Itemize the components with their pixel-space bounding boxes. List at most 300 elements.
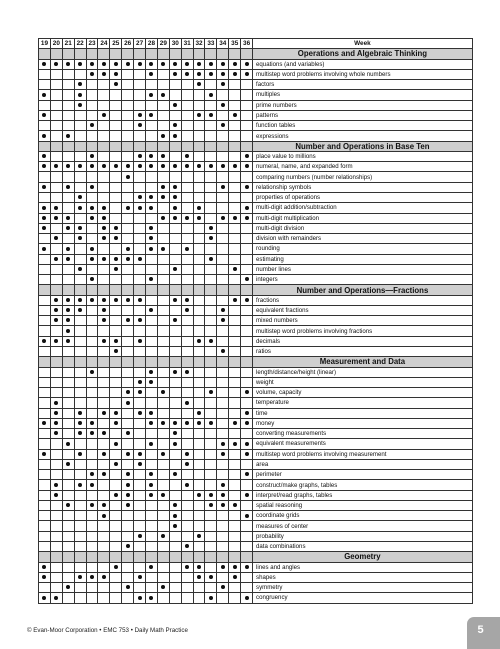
week-cell: [157, 213, 169, 223]
week-cell: [229, 429, 241, 439]
week-cell: [193, 264, 205, 274]
practice-dot-icon: [149, 93, 153, 97]
skill-label: function tables: [253, 121, 473, 131]
week-cell: [157, 500, 169, 510]
week-cell: [122, 377, 134, 387]
week-cell: [86, 59, 98, 69]
section-shaded-cell: [110, 285, 122, 295]
week-cell: [86, 542, 98, 552]
practice-dot-icon: [42, 565, 46, 569]
week-cell: [229, 500, 241, 510]
practice-dot-icon: [66, 339, 70, 343]
week-cell: [217, 542, 229, 552]
week-cell: [74, 80, 86, 90]
week-cell: [122, 69, 134, 79]
section-shaded-cell: [241, 552, 253, 562]
week-cell: [39, 275, 51, 285]
week-cell: [122, 429, 134, 439]
week-cell: [205, 490, 217, 500]
skill-row: [39, 162, 473, 172]
week-cell: [146, 593, 158, 603]
week-cell: [217, 572, 229, 582]
week-cell: [86, 521, 98, 531]
section-shaded-cell: [217, 49, 229, 59]
week-cell: [169, 480, 181, 490]
week-cell: [86, 398, 98, 408]
week-cell: [50, 100, 62, 110]
week-cell: [146, 172, 158, 182]
week-cell: [50, 234, 62, 244]
week-cell: [146, 316, 158, 326]
practice-dot-icon: [90, 247, 94, 251]
week-cell: [39, 100, 51, 110]
practice-dot-icon: [221, 493, 225, 497]
week-cell: [193, 234, 205, 244]
week-cell: [229, 326, 241, 336]
week-cell: [50, 121, 62, 131]
section-shaded-cell: [229, 141, 241, 151]
skill-label: temperature: [253, 398, 473, 408]
practice-dot-icon: [138, 339, 142, 343]
skill-row: [39, 305, 473, 315]
skill-row: [39, 203, 473, 213]
week-cell: [157, 275, 169, 285]
section-shaded-cell: [229, 552, 241, 562]
week-cell: [98, 295, 110, 305]
week-cell: [205, 151, 217, 161]
week-cell: [62, 162, 74, 172]
week-cell: [74, 59, 86, 69]
practice-dot-icon: [173, 62, 177, 66]
week-cell: [39, 429, 51, 439]
section-shaded-cell: [110, 552, 122, 562]
week-cell: [50, 305, 62, 315]
week-cell: [181, 593, 193, 603]
week-cell: [146, 275, 158, 285]
week-cell: [86, 418, 98, 428]
practice-dot-icon: [221, 483, 225, 487]
week-cell: [122, 470, 134, 480]
section-shaded-cell: [98, 357, 110, 367]
practice-dot-icon: [197, 534, 201, 538]
week-cell: [134, 90, 146, 100]
week-cell: [217, 583, 229, 593]
week-cell: [146, 449, 158, 459]
skill-label: multiples: [253, 90, 473, 100]
week-cell: [50, 367, 62, 377]
week-cell: [74, 305, 86, 315]
week-cell: [146, 429, 158, 439]
week-cell: [241, 470, 253, 480]
week-cell: [205, 316, 217, 326]
week-cell: [50, 110, 62, 120]
week-cell: [169, 572, 181, 582]
week-cell: [205, 264, 217, 274]
week-cell: [62, 459, 74, 469]
practice-dot-icon: [126, 431, 130, 435]
week-cell: [193, 275, 205, 285]
section-shaded-cell: [134, 141, 146, 151]
week-cell: [181, 521, 193, 531]
week-cell: [110, 192, 122, 202]
week-cell: [39, 511, 51, 521]
week-cell: [146, 69, 158, 79]
week-cell: [98, 182, 110, 192]
section-shaded-cell: [39, 552, 51, 562]
section-shaded-cell: [134, 49, 146, 59]
skill-label: mixed numbers: [253, 316, 473, 326]
section-title: Measurement and Data: [253, 357, 473, 367]
practice-dot-icon: [185, 62, 189, 66]
week-cell: [98, 388, 110, 398]
practice-dot-icon: [138, 113, 142, 117]
week-cell: [241, 429, 253, 439]
practice-dot-icon: [149, 421, 153, 425]
week-cell: [86, 275, 98, 285]
week-cell: [62, 172, 74, 182]
section-shaded-cell: [39, 357, 51, 367]
practice-dot-icon: [90, 483, 94, 487]
week-cell: [98, 572, 110, 582]
week-cell: [193, 480, 205, 490]
practice-dot-icon: [90, 216, 94, 220]
section-shaded-cell: [110, 141, 122, 151]
week-cell: [157, 244, 169, 254]
week-cell: [50, 162, 62, 172]
week-cell: [134, 162, 146, 172]
week-cell: [98, 470, 110, 480]
practice-dot-icon: [102, 236, 106, 240]
week-cell: [229, 203, 241, 213]
week-cell: [205, 377, 217, 387]
week-cell: [146, 213, 158, 223]
week-cell: [98, 429, 110, 439]
week-cell: [122, 110, 134, 120]
week-cell: [110, 151, 122, 161]
week-cell: [157, 69, 169, 79]
week-cell: [98, 593, 110, 603]
week-cell: [62, 69, 74, 79]
week-number-19: 19: [39, 39, 51, 49]
practice-dot-icon: [149, 164, 153, 168]
week-cell: [98, 234, 110, 244]
week-cell: [157, 305, 169, 315]
week-cell: [74, 572, 86, 582]
skill-label: expressions: [253, 131, 473, 141]
practice-dot-icon: [245, 72, 249, 76]
week-cell: [241, 500, 253, 510]
week-cell: [50, 213, 62, 223]
week-cell: [98, 305, 110, 315]
practice-dot-icon: [173, 206, 177, 210]
week-cell: [86, 500, 98, 510]
week-cell: [217, 500, 229, 510]
week-cell: [134, 388, 146, 398]
practice-dot-icon: [78, 452, 82, 456]
section-shaded-cell: [229, 49, 241, 59]
section-shaded-cell: [134, 357, 146, 367]
week-cell: [217, 326, 229, 336]
practice-dot-icon: [245, 565, 249, 569]
week-cell: [205, 531, 217, 541]
week-cell: [62, 521, 74, 531]
week-cell: [50, 59, 62, 69]
week-cell: [39, 80, 51, 90]
section-shaded-cell: [181, 357, 193, 367]
week-number-34: 34: [217, 39, 229, 49]
week-cell: [50, 264, 62, 274]
week-cell: [98, 254, 110, 264]
week-cell: [74, 521, 86, 531]
week-cell: [146, 480, 158, 490]
practice-dot-icon: [90, 503, 94, 507]
practice-dot-icon: [66, 164, 70, 168]
week-cell: [98, 59, 110, 69]
section-shaded-cell: [169, 49, 181, 59]
week-cell: [122, 521, 134, 531]
week-cell: [193, 192, 205, 202]
week-cell: [169, 326, 181, 336]
week-cell: [193, 213, 205, 223]
practice-dot-icon: [221, 164, 225, 168]
week-cell: [39, 213, 51, 223]
week-cell: [50, 377, 62, 387]
week-cell: [193, 572, 205, 582]
week-cell: [205, 100, 217, 110]
week-cell: [229, 162, 241, 172]
week-cell: [241, 583, 253, 593]
practice-dot-icon: [126, 401, 130, 405]
week-cell: [50, 439, 62, 449]
practice-dot-icon: [221, 585, 225, 589]
week-cell: [122, 593, 134, 603]
practice-dot-icon: [233, 267, 237, 271]
practice-dot-icon: [185, 164, 189, 168]
week-cell: [62, 367, 74, 377]
section-shaded-cell: [74, 357, 86, 367]
week-cell: [229, 100, 241, 110]
week-cell: [50, 223, 62, 233]
practice-dot-icon: [245, 277, 249, 281]
practice-dot-icon: [42, 164, 46, 168]
practice-dot-icon: [161, 390, 165, 394]
week-cell: [193, 593, 205, 603]
practice-dot-icon: [173, 267, 177, 271]
week-cell: [98, 500, 110, 510]
week-cell: [110, 336, 122, 346]
week-cell: [134, 367, 146, 377]
week-cell: [110, 459, 122, 469]
skill-label: volume, capacity: [253, 388, 473, 398]
week-cell: [193, 172, 205, 182]
practice-dot-icon: [54, 431, 58, 435]
practice-dot-icon: [173, 195, 177, 199]
week-cell: [74, 511, 86, 521]
week-cell: [74, 264, 86, 274]
week-number-29: 29: [157, 39, 169, 49]
skill-label: numeral, name, and expanded form: [253, 162, 473, 172]
week-cell: [98, 418, 110, 428]
week-cell: [86, 213, 98, 223]
week-cell: [169, 531, 181, 541]
week-cell: [98, 69, 110, 79]
week-cell: [181, 480, 193, 490]
week-cell: [74, 203, 86, 213]
week-cell: [146, 562, 158, 572]
week-cell: [122, 398, 134, 408]
practice-dot-icon: [90, 298, 94, 302]
week-cell: [241, 388, 253, 398]
skill-label: number lines: [253, 264, 473, 274]
week-cell: [169, 305, 181, 315]
skill-row: [39, 326, 473, 336]
practice-dot-icon: [66, 329, 70, 333]
week-cell: [39, 408, 51, 418]
week-cell: [229, 172, 241, 182]
practice-dot-icon: [173, 185, 177, 189]
week-cell: [169, 377, 181, 387]
practice-dot-icon: [42, 62, 46, 66]
week-cell: [205, 542, 217, 552]
week-cell: [193, 398, 205, 408]
week-cell: [122, 367, 134, 377]
week-cell: [134, 480, 146, 490]
week-cell: [146, 439, 158, 449]
skill-row: [39, 131, 473, 141]
section-shaded-cell: [86, 49, 98, 59]
week-cell: [241, 172, 253, 182]
practice-dot-icon: [221, 308, 225, 312]
week-cell: [193, 470, 205, 480]
practice-dot-icon: [138, 164, 142, 168]
week-cell: [98, 110, 110, 120]
week-cell: [181, 254, 193, 264]
practice-dot-icon: [102, 452, 106, 456]
practice-dot-icon: [78, 308, 82, 312]
week-cell: [39, 90, 51, 100]
week-cell: [74, 562, 86, 572]
week-cell: [241, 531, 253, 541]
week-cell: [193, 500, 205, 510]
practice-dot-icon: [114, 349, 118, 353]
week-cell: [193, 100, 205, 110]
week-cell: [157, 234, 169, 244]
week-cell: [86, 151, 98, 161]
week-cell: [157, 439, 169, 449]
skill-label: lines and angles: [253, 562, 473, 572]
practice-dot-icon: [54, 483, 58, 487]
practice-dot-icon: [66, 442, 70, 446]
section-shaded-cell: [157, 49, 169, 59]
section-shaded-cell: [134, 552, 146, 562]
week-cell: [157, 223, 169, 233]
week-cell: [122, 182, 134, 192]
week-cell: [157, 316, 169, 326]
week-cell: [146, 244, 158, 254]
week-cell: [241, 459, 253, 469]
week-cell: [181, 346, 193, 356]
week-cell: [110, 500, 122, 510]
practice-dot-icon: [173, 134, 177, 138]
week-cell: [193, 511, 205, 521]
practice-dot-icon: [197, 339, 201, 343]
skill-label: patterns: [253, 110, 473, 120]
week-cell: [217, 223, 229, 233]
week-cell: [62, 213, 74, 223]
week-cell: [86, 316, 98, 326]
section-shaded-cell: [98, 552, 110, 562]
practice-dot-icon: [149, 72, 153, 76]
week-cell: [98, 583, 110, 593]
week-cell: [74, 490, 86, 500]
practice-dot-icon: [42, 134, 46, 138]
week-cell: [169, 275, 181, 285]
week-cell: [169, 500, 181, 510]
week-cell: [229, 223, 241, 233]
week-cell: [217, 244, 229, 254]
week-cell: [62, 244, 74, 254]
week-cell: [86, 172, 98, 182]
skill-row: [39, 172, 473, 182]
week-cell: [50, 521, 62, 531]
practice-dot-icon: [42, 596, 46, 600]
week-cell: [62, 490, 74, 500]
week-cell: [157, 583, 169, 593]
week-cell: [217, 521, 229, 531]
week-cell: [229, 316, 241, 326]
week-cell: [229, 388, 241, 398]
week-cell: [229, 593, 241, 603]
week-cell: [205, 572, 217, 582]
skill-row: [39, 583, 473, 593]
week-cell: [181, 531, 193, 541]
week-cell: [39, 490, 51, 500]
skill-label: congruency: [253, 593, 473, 603]
week-cell: [241, 110, 253, 120]
week-cell: [157, 593, 169, 603]
week-cell: [241, 367, 253, 377]
week-cell: [98, 367, 110, 377]
skill-label: measures of center: [253, 521, 473, 531]
week-cell: [169, 346, 181, 356]
practice-dot-icon: [245, 164, 249, 168]
skill-label: estimating: [253, 254, 473, 264]
week-cell: [193, 531, 205, 541]
week-cell: [74, 500, 86, 510]
practice-dot-icon: [138, 462, 142, 466]
practice-dot-icon: [221, 442, 225, 446]
week-cell: [74, 531, 86, 541]
section-shaded-cell: [241, 49, 253, 59]
week-cell: [217, 470, 229, 480]
week-cell: [50, 480, 62, 490]
practice-dot-icon: [209, 493, 213, 497]
practice-dot-icon: [185, 298, 189, 302]
week-cell: [205, 470, 217, 480]
week-cell: [169, 223, 181, 233]
week-cell: [193, 244, 205, 254]
week-cell: [193, 254, 205, 264]
week-cell: [62, 572, 74, 582]
week-cell: [229, 449, 241, 459]
section-shaded-cell: [217, 357, 229, 367]
week-cell: [86, 110, 98, 120]
section-shaded-cell: [241, 357, 253, 367]
practice-dot-icon: [197, 72, 201, 76]
week-cell: [146, 151, 158, 161]
week-cell: [181, 449, 193, 459]
section-shaded-cell: [205, 141, 217, 151]
